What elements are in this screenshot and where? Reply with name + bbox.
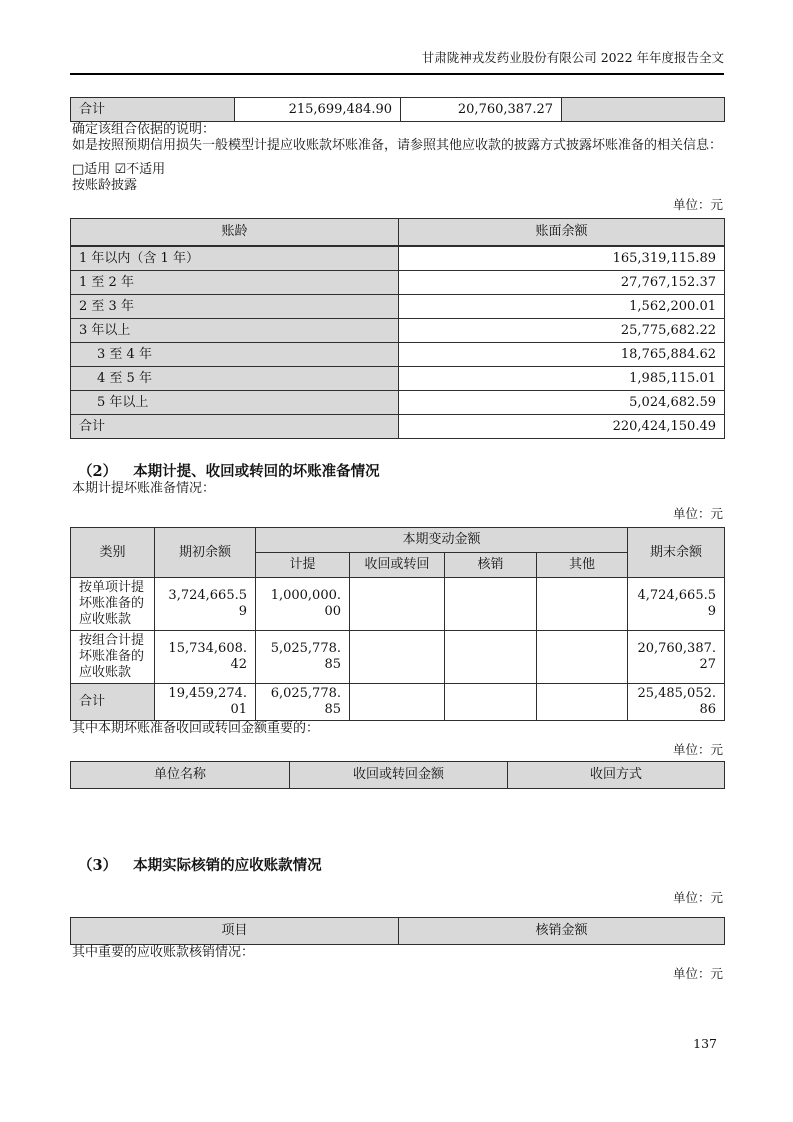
table-row [71,391,725,415]
aging-label-cell: 5 年以上 [71,391,399,415]
unit-label: 单位：元 [672,966,723,981]
recover-cell [350,578,445,631]
table-row [71,98,725,122]
table-row [71,343,725,367]
opening-cell: 15,734,608.42 [155,631,256,684]
section-title: 本期计提、收回或转回的坏账准备情况 [133,463,380,480]
aging-table [70,218,725,439]
section-title: 本期实际核销的应收账款情况 [133,857,322,874]
provision-cell: 1,000,000.00 [256,578,350,631]
writeoff-cell [445,684,537,721]
provision-cell: 5,025,778.85 [256,631,350,684]
other-cell [537,578,628,631]
recovery-significant-note: 其中本期坏账准备收回或转回金额重要的： [72,721,320,736]
unit-label: 单位：元 [672,890,723,905]
aging-value-cell: 27,767,152.37 [399,271,725,295]
section-3-heading [70,857,724,875]
writeoff-column-header: 核销 [445,553,537,578]
table-row [71,684,725,721]
other-cell [537,631,628,684]
aging-label-cell: 2 至 3 年 [71,295,399,319]
aging-value-cell: 1,985,115.01 [399,367,725,391]
recover-column-header: 收回或转回 [350,553,445,578]
aging-disclosure-label: 按账龄披露 [72,178,138,193]
item-column-header: 项目 [71,918,399,945]
aging-label-cell: 4 至 5 年 [71,367,399,391]
table-row [71,295,725,319]
aging-value-cell: 25,775,682.22 [399,319,725,343]
aging-label-cell: 合计 [71,415,399,439]
not-applicable-label: 不适用 [126,162,166,177]
checkbox-unchecked-icon: □ [72,162,85,177]
table-row [71,271,725,295]
other-column-header: 其他 [537,553,628,578]
table-row [71,219,725,247]
total-label-cell: 合计 [71,98,235,122]
writeoff-cell [445,578,537,631]
applicability-row [70,162,724,178]
report-title: 甘肃陇神戎发药业股份有限公司 2022 年年度报告全文 [421,50,724,65]
unit-label: 单位：元 [672,506,723,521]
provision-changes-table [70,527,725,721]
table-row [71,631,725,684]
closing-balance-column-header: 期末余额 [628,528,725,578]
recovery-table [70,761,725,789]
opening-cell: 19,459,274.01 [155,684,256,721]
closing-cell: 4,724,665.59 [628,578,725,631]
table-row [71,367,725,391]
table-row [71,918,725,945]
unit-label: 单位：元 [672,197,723,212]
unit-name-column-header: 单位名称 [71,762,290,789]
recover-cell [350,631,445,684]
category-column-header: 类别 [71,528,155,578]
writeoff-amount-column-header: 核销金额 [399,918,725,945]
period-change-group-header: 本期变动金额 [256,528,628,553]
category-cell: 按单项计提坏账准备的应收账款 [71,578,155,631]
table-row [71,528,725,553]
recover-cell [350,684,445,721]
other-cell [537,684,628,721]
total-amount-cell-2: 20,760,387.27 [401,98,562,122]
aging-value-cell: 220,424,150.49 [399,415,725,439]
table-row [71,578,725,631]
recover-method-column-header: 收回方式 [508,762,725,789]
closing-cell: 20,760,387.27 [628,631,725,684]
aging-label-cell: 1 年以内（含 1 年） [71,246,399,271]
checkbox-checked-icon: ☑ [114,162,127,177]
unit-label: 单位：元 [672,742,723,757]
table-row [71,762,725,789]
aging-value-cell: 165,319,115.89 [399,246,725,271]
opening-balance-column-header: 期初余额 [155,528,256,578]
aging-value-cell: 18,765,884.62 [399,343,725,367]
aging-value-cell: 1,562,200.01 [399,295,725,319]
basis-note: 确定该组合依据的说明： [72,122,216,137]
page-number: 137 [693,1036,717,1051]
table-row [71,415,725,439]
aging-column-header: 账龄 [71,219,399,247]
balance-column-header: 账面余额 [399,219,725,247]
total-blank-cell [562,98,725,122]
ecl-model-note: 如是按照预期信用损失一般模型计提应收账款坏账准备，请参照其他应收款的披露方式披露坏账准备的相关信息： [72,138,723,153]
provision-cell: 6,025,778.85 [256,684,350,721]
aging-value-cell: 5,024,682.59 [399,391,725,415]
aging-label-cell: 1 至 2 年 [71,271,399,295]
writeoff-significant-note: 其中重要的应收账款核销情况： [72,945,255,960]
section-2-heading [70,463,724,481]
table-row [71,246,725,271]
closing-cell: 25,485,052.86 [628,684,725,721]
total-amount-cell-1: 215,699,484.90 [235,98,401,122]
category-cell: 按组合计提坏账准备的应收账款 [71,631,155,684]
summary-total-table [70,97,725,122]
category-cell: 合计 [71,684,155,721]
aging-label-cell: 3 至 4 年 [71,343,399,367]
page-header [70,50,724,75]
table-row [71,319,725,343]
recover-amount-column-header: 收回或转回金额 [290,762,508,789]
section-number: （3） [78,857,118,874]
provision-column-header: 计提 [256,553,350,578]
writeoff-table [70,917,725,945]
aging-label-cell: 3 年以上 [71,319,399,343]
opening-cell: 3,724,665.59 [155,578,256,631]
writeoff-cell [445,631,537,684]
applicable-label: 适用 [84,162,111,177]
provision-intro: 本期计提坏账准备情况： [72,481,216,496]
section-number: （2） [78,463,118,480]
